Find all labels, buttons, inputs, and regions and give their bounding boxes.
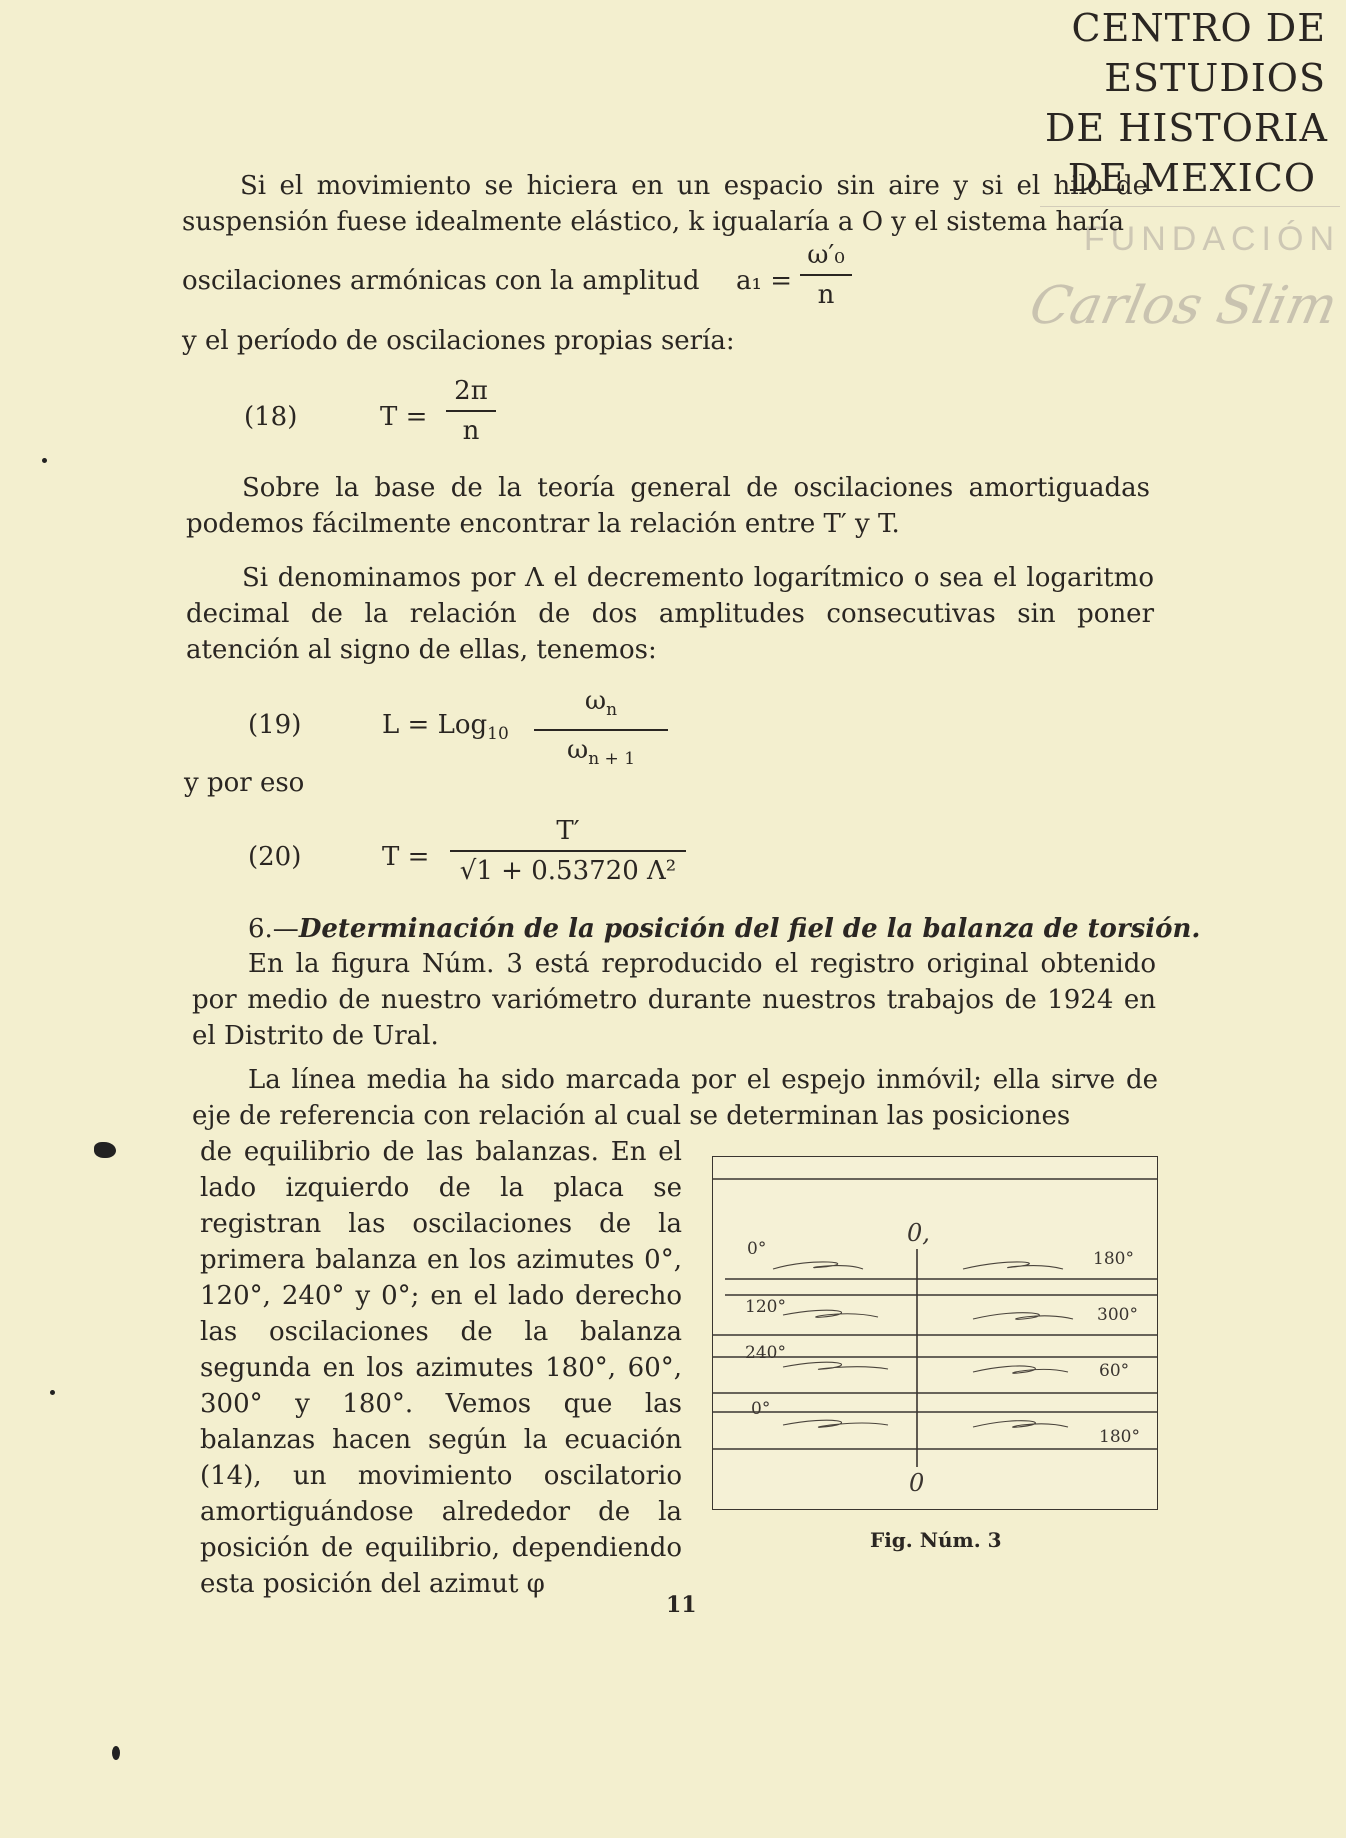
fraction-bar xyxy=(534,729,668,731)
page-number: 11 xyxy=(666,1592,697,1618)
paragraph-2: y el período de oscilaciones propias sería: xyxy=(182,326,735,356)
paragraph-3: Sobre la base de la teoría general de oscilaciones amortiguadas podemos fácilmente encontrar la relación entre T′ y T. xyxy=(186,473,1150,539)
watermark-line-4: DE MEXICO xyxy=(1067,156,1316,200)
scan-speck xyxy=(42,458,47,463)
eq-19-num-text: ω xyxy=(584,686,607,716)
scan-speck xyxy=(112,1746,120,1760)
eq-18-number: (18) xyxy=(244,402,298,432)
eq-a1-numerator: ω′₀ xyxy=(807,240,845,270)
figure-left-label: 0° xyxy=(747,1239,767,1259)
eq-a1-lhs: a₁ = xyxy=(736,266,792,296)
figure-left-label: 120° xyxy=(745,1297,786,1317)
eq-18-numerator: 2π xyxy=(454,376,488,406)
section-heading xyxy=(248,914,1200,944)
figure-left-label: 0° xyxy=(751,1399,771,1419)
eq-18-lhs: T = xyxy=(380,402,428,432)
paragraph-5: y por eso xyxy=(184,768,305,798)
paragraph-1: Si el movimiento se hiciera en un espacio sin aire y si el hilo de suspensión fuese idealmente elástico, k igualaría a O y el sistema haría xyxy=(182,171,1148,237)
watermark-line-3: DE HISTORIA xyxy=(1044,106,1328,150)
figure-top-label: 0, xyxy=(907,1219,930,1247)
eq-a1-fraction xyxy=(800,240,852,310)
eq-19-fraction xyxy=(534,686,668,774)
oscillation-trace xyxy=(783,1362,888,1369)
eq-20-numerator: T′ xyxy=(556,816,580,846)
eq-20-denominator: √1 + 0.53720 Λ² xyxy=(459,856,677,886)
paragraph-8: de equilibrio de las balanzas. En el lado izquierdo de la placa se registran las oscilaciones de la primera balanza en los azimutes 0°, 120°, 240° y 0°; en el lado derecho las oscilaciones de la balanza segunda en los azimutes 180°, 60°, 300° y 180°. Vemos que las balanzas hacen según la ecuación (14), un movimiento oscilatorio amortiguándose alrededor de la posición de equilibrio, dependiendo esta posición del azimut φ xyxy=(200,1137,682,1599)
paragraph-4: Si denominamos por Λ el decremento logarítmico o sea el logaritmo decimal de la relación de dos amplitudes consecutivas sin poner atención al signo de ellas, tenemos: xyxy=(186,563,1154,665)
paragraph-1-continuation: oscilaciones armónicas con la amplitud xyxy=(182,266,700,296)
eq-18-denominator: n xyxy=(462,416,480,446)
section-title: Determinación de la posición del fiel de la balanza de torsión. xyxy=(298,914,1201,944)
oscillation-trace xyxy=(973,1313,1073,1320)
figure-drawing xyxy=(713,1157,1157,1509)
paragraph-7: La línea media ha sido marcada por el espejo inmóvil; ella sirve de eje de referencia con relación al cual se determinan las posiciones xyxy=(192,1065,1158,1131)
eq-18-fraction xyxy=(446,376,496,446)
fraction-bar xyxy=(800,274,852,276)
figure-right-label: 60° xyxy=(1099,1361,1130,1381)
eq-19-numerator xyxy=(534,686,668,725)
scan-speck xyxy=(94,1142,116,1158)
eq-19-denominator xyxy=(534,735,668,774)
watermark-line-2: ESTUDIOS xyxy=(1104,56,1326,100)
scan-speck xyxy=(50,1390,55,1395)
watermark-line-1: CENTRO DE xyxy=(1071,6,1326,50)
watermark-signature-logo: Carlos Slim xyxy=(1024,276,1343,336)
paragraph-6: En la figura Núm. 3 está reproducido el registro original obtenido por medio de nuestro variómetro durante nuestros trabajos de 1924 en el Distrito de Ural. xyxy=(192,949,1156,1051)
eq-20-number: (20) xyxy=(248,842,302,872)
eq-19-number: (19) xyxy=(248,710,302,740)
figure-caption: Fig. Núm. 3 xyxy=(870,1528,1002,1552)
fraction-bar xyxy=(446,410,496,412)
eq-19-lhs-text: L = Log xyxy=(382,710,488,740)
section-number: 6.— xyxy=(248,914,299,944)
eq-19-num-subscript: n xyxy=(606,700,618,721)
fraction-bar xyxy=(450,850,686,852)
figure-torsion-balance-record xyxy=(712,1156,1158,1510)
eq-19-den-subscript: n + 1 xyxy=(588,749,636,770)
eq-19-lhs xyxy=(382,710,509,744)
figure-right-label: 180° xyxy=(1099,1427,1140,1447)
watermark-fundacion: FUNDACIÓN xyxy=(1083,220,1340,258)
eq-20-fraction xyxy=(450,816,686,886)
figure-right-label: 180° xyxy=(1093,1249,1134,1269)
eq-a1-denominator: n xyxy=(817,280,835,310)
oscillation-trace xyxy=(973,1421,1068,1428)
eq-19-lhs-subscript: 10 xyxy=(487,724,509,745)
figure-bottom-label: 0 xyxy=(909,1469,925,1497)
oscillation-trace xyxy=(773,1262,863,1269)
eq-19-den-text: ω xyxy=(566,735,589,766)
oscillation-trace xyxy=(783,1420,888,1427)
oscillation-trace xyxy=(963,1262,1063,1269)
oscillation-trace xyxy=(973,1366,1068,1373)
eq-20-lhs: T = xyxy=(382,842,430,872)
oscillation-trace xyxy=(783,1310,878,1317)
figure-left-label: 240° xyxy=(745,1343,786,1363)
figure-right-label: 300° xyxy=(1097,1305,1138,1325)
